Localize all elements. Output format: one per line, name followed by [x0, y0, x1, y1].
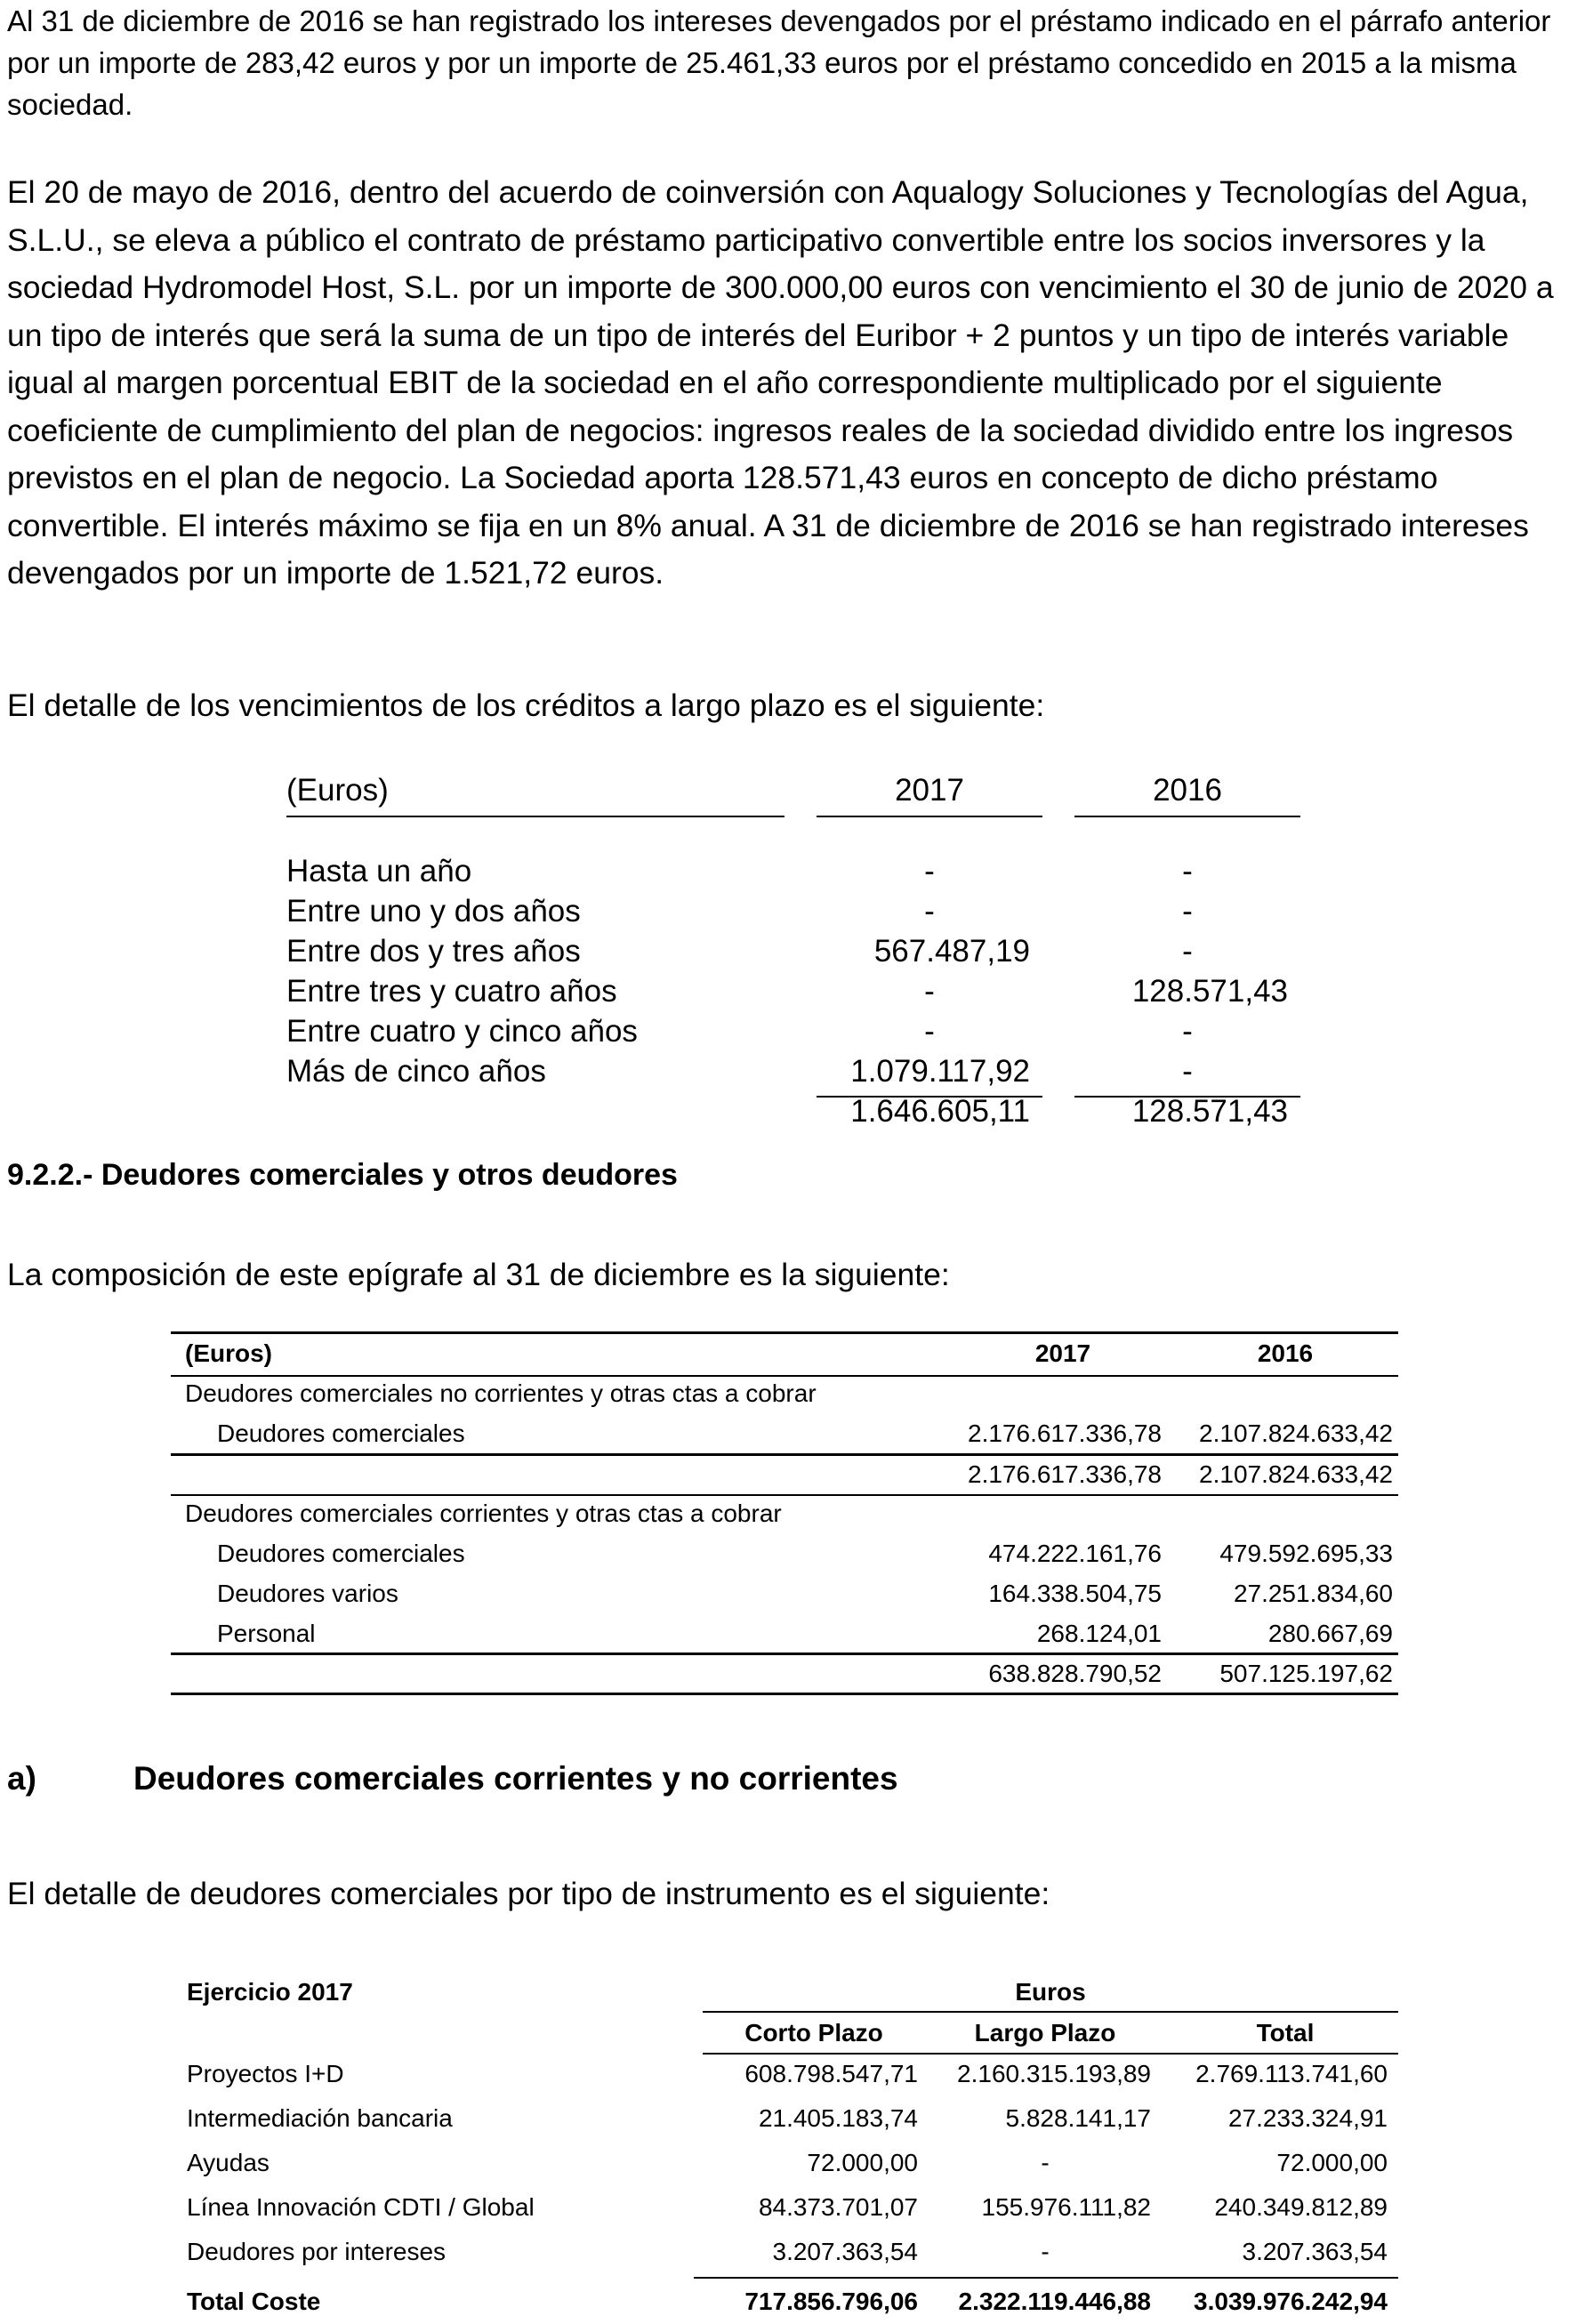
header-underline	[817, 816, 1042, 817]
row-label: Entre uno y dos años	[286, 894, 581, 929]
paragraph-participative-loan: El 20 de mayo de 2016, dentro del acuerdo de coinversión con Aqualogy Soluciones y Tecnologías del Agua, S.L.U., se eleva a público el contrato de préstamo participativo convertible entre los socios inversores y la sociedad Hydromodel Host, S.L. por un importe de 300.000,00 euros con vencimiento el 30 de junio de 2020 a un tipo de interés que será la suma de un tipo de interés del Euribor + 2 puntos y un tipo de interés variable igual al margen porcentual EBIT de la sociedad en el año correspondiente multiplicado por el siguiente coeficiente de cumplimiento del plan de negocios: ingresos reales de la sociedad dividido entre los ingresos previstos en el plan de negocio. La Sociedad aporta 128.571,43 euros en concepto de dicho préstamo convertible. El interés máximo se fija en un 8% anual. A 31 de diciembre de 2016 se han registrado intereses devengados por un importe de 1.521,72 euros.	[7, 174, 1554, 591]
total-total: 3.039.976.242,94	[1194, 2288, 1388, 2315]
cell-2016: -	[1182, 894, 1193, 929]
table-header-2017: 2017	[895, 773, 964, 808]
cell-short-term: 72.000,00	[807, 2149, 918, 2176]
cell-long-term: -	[1041, 2238, 1050, 2265]
cell-total: 2.769.113.741,60	[1195, 2060, 1388, 2087]
subtotal-2016: 2.107.824.633,42	[1199, 1460, 1393, 1488]
row-label: Deudores varios	[217, 1580, 398, 1607]
group-header-rule	[703, 2011, 1398, 2013]
cell-long-term: -	[1041, 2149, 1050, 2176]
section-heading-922: 9.2.2.- Deudores comerciales y otros deudores	[7, 1158, 678, 1192]
cell-2017: 2.176.617.336,78	[968, 1419, 1162, 1447]
total-2016: 128.571,43	[1131, 1094, 1288, 1129]
cell-2017: -	[924, 974, 935, 1009]
cell-2016: -	[1182, 854, 1193, 889]
cell-2016: -	[1182, 934, 1193, 969]
group-title-current: Deudores comerciales corrientes y otras ctas a cobrar	[185, 1500, 782, 1527]
row-label: Entre tres y cuatro años	[286, 974, 617, 1009]
subtotal-rule	[171, 1653, 1398, 1655]
cell-2016: 27.251.834,60	[1233, 1580, 1393, 1607]
cell-2017: 268.124,01	[1036, 1620, 1162, 1647]
paragraph-composition-intro: La composición de este epígrafe al 31 de diciembre es la siguiente:	[7, 1257, 950, 1292]
cell-2017: 164.338.504,75	[988, 1580, 1162, 1607]
table-title: Ejercicio 2017	[187, 1978, 353, 2006]
cell-2017: -	[924, 854, 935, 889]
row-label: Línea Innovación CDTI / Global	[187, 2193, 535, 2221]
table-header-2016: 2016	[1153, 773, 1222, 808]
row-label: Deudores por intereses	[187, 2238, 447, 2265]
row-label: Proyectos I+D	[187, 2060, 344, 2087]
cell-2016: 2.107.824.633,42	[1199, 1419, 1393, 1447]
cell-total: 72.000,00	[1276, 2149, 1388, 2176]
section-letter: a)	[7, 1760, 36, 1797]
column-header-total: Total	[1256, 2019, 1315, 2047]
row-label: Más de cinco años	[286, 1054, 546, 1089]
cell-short-term: 21.405.183,74	[758, 2104, 918, 2132]
cell-2016: 280.667,69	[1267, 1620, 1393, 1647]
column-header-short-term: Corto Plazo	[744, 2019, 883, 2047]
row-label: Deudores comerciales	[217, 1419, 465, 1447]
total-rule	[694, 2277, 1398, 2279]
cell-2016: 128.571,43	[1131, 974, 1288, 1009]
subtotal-2016: 507.125.197,62	[1219, 1660, 1393, 1687]
header-underline	[1074, 816, 1300, 817]
cell-long-term: 155.976.111,82	[981, 2193, 1151, 2221]
cell-short-term: 3.207.363,54	[772, 2238, 918, 2265]
table-header-2017: 2017	[1034, 1339, 1091, 1367]
cell-long-term: 2.160.315.193,89	[957, 2060, 1151, 2087]
row-label: Hasta un año	[286, 854, 472, 889]
cell-2016: -	[1182, 1054, 1193, 1089]
paragraph-interest-2016: Al 31 de diciembre de 2016 se han registrado los intereses devengados por el préstamo indicado en el párrafo anterior por un importe de 283,42 euros y por un importe de 25.461,33 euros por el préstamo concedido en 2015 a la misma sociedad.	[7, 4, 1551, 121]
column-header-long-term: Largo Plazo	[974, 2019, 1116, 2047]
cell-2017: -	[924, 1014, 935, 1049]
row-label: Deudores comerciales	[217, 1540, 465, 1567]
top-rule	[171, 1331, 1398, 1334]
cell-long-term: 5.828.141,17	[1005, 2104, 1151, 2132]
cell-short-term: 84.373.701,07	[758, 2193, 918, 2221]
subtotal-2017: 638.828.790,52	[988, 1660, 1162, 1687]
table-header-label: (Euros)	[286, 773, 389, 808]
paragraph-instrument-intro: El detalle de deudores comerciales por tipo de instrumento es el siguiente:	[7, 1876, 1050, 1911]
total-long-term: 2.322.119.446,88	[958, 2288, 1151, 2315]
cell-total: 27.233.324,91	[1227, 2104, 1388, 2132]
cell-total: 240.349.812,89	[1214, 2193, 1388, 2221]
bottom-rule	[171, 1693, 1398, 1695]
total-label: Total Coste	[187, 2288, 321, 2315]
paragraph-maturities-intro: El detalle de los vencimientos de los créditos a largo plazo es el siguiente:	[7, 688, 1045, 723]
cell-2016: -	[1182, 1014, 1193, 1049]
group-title-non-current: Deudores comerciales no corrientes y otras ctas a cobrar	[185, 1379, 817, 1407]
cell-short-term: 608.798.547,71	[744, 2060, 918, 2087]
cell-2017: 1.079.117,92	[850, 1054, 1030, 1089]
row-label: Entre dos y tres años	[286, 934, 581, 969]
subtotal-2017: 2.176.617.336,78	[968, 1460, 1162, 1488]
header-rule	[171, 1375, 1398, 1377]
table-header-label: (Euros)	[185, 1339, 272, 1367]
row-label: Intermediación bancaria	[187, 2104, 453, 2132]
cell-2016: 479.592.695,33	[1219, 1540, 1393, 1567]
header-underline	[286, 816, 784, 817]
row-label: Ayudas	[187, 2149, 270, 2176]
section-heading-a: Deudores comerciales corrientes y no corrientes	[133, 1760, 898, 1797]
table-header-2016: 2016	[1257, 1339, 1314, 1367]
group-rule	[171, 1494, 1398, 1496]
subtotal-rule	[171, 1453, 1398, 1456]
group-header-euros: Euros	[1015, 1978, 1086, 2006]
header-rule	[703, 2053, 1398, 2055]
cell-2017: 474.222.161,76	[988, 1540, 1162, 1567]
row-label: Entre cuatro y cinco años	[286, 1014, 638, 1049]
cell-2017: -	[924, 894, 935, 929]
total-short-term: 717.856.796,06	[744, 2288, 918, 2315]
total-2017: 1.646.605,11	[850, 1094, 1030, 1129]
cell-2017: 567.487,19	[873, 934, 1030, 969]
row-label: Personal	[217, 1620, 316, 1647]
cell-total: 3.207.363,54	[1242, 2238, 1388, 2265]
